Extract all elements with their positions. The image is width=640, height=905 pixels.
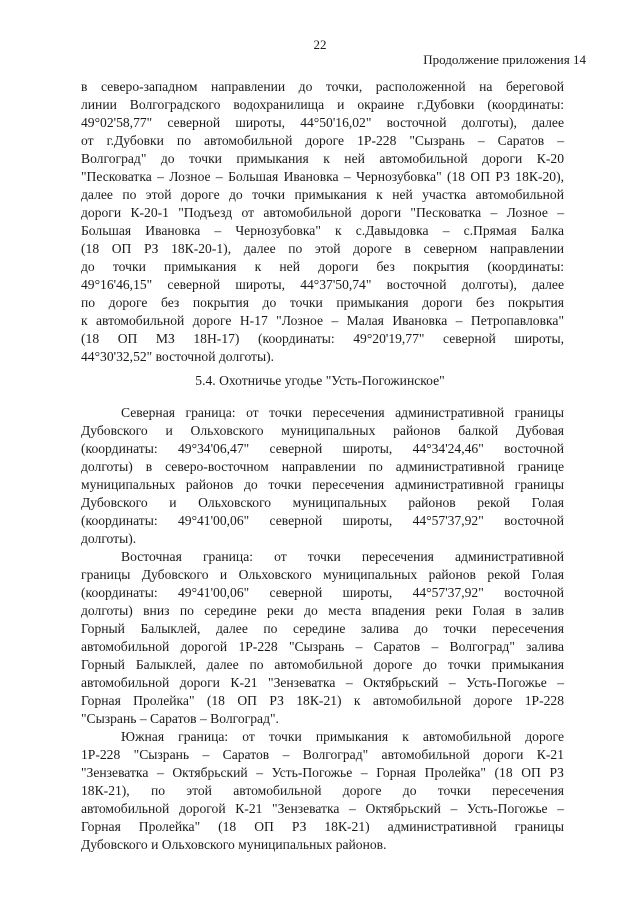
text-line: к автомобильной дороге Н-17 "Лозное – Малая Ивановка – Петропавловка" [81,313,564,328]
text-line: 18К-21), по этой автомобильной дороге до точки пересечения [81,783,564,798]
text-line: 44°30'32,52" восточной долготы). [81,349,275,364]
text-line: (18 ОП РЗ 18К-20-1), далее по этой дороге в северном направлении [81,241,564,256]
text-line: (18 ОП МЗ 18Н-17) (координаты: 49°20'19,77" северной широты, [81,331,564,346]
text-line: Северная граница: от точки пересечения административной границы [121,405,564,420]
text-line: Дубовского и Ольховского муниципальных районов рекой Голая [81,495,564,510]
text-line: Южная граница: от точки примыкания к автомобильной дороге [121,729,564,744]
text-line: Горная Пролейка" (18 ОП РЗ 18К-21) административной границы [81,819,564,834]
text-line: "Песковатка – Лозное – Большая Ивановка – Чернозубовка" (18 ОП РЗ 18К-20), [81,169,564,184]
text-line: долготы) в северо-восточном направлении по административной границе [81,459,564,474]
text-line: далее по этой дороге до точки примыкания к ней участка автомобильной [81,187,564,202]
text-line: Большая Ивановка – Чернозубовка" к с.Давыдовка – с.Прямая Балка [81,223,564,238]
text-line: Волгоград" до точки примыкания к ней автомобильной дороги К-20 [81,151,564,166]
text-line: (координаты: 49°34'06,47" северной широты, 44°34'24,46" восточной [81,441,564,456]
text-line: муниципальных районов до точки пересечения административной границы [81,477,564,492]
text-line: (координаты: 49°41'00,06" северной широты, 44°57'37,92" восточной [81,585,564,600]
text-line: 1Р-228 "Сызрань – Саратов – Волгоград" автомобильной дороги К-21 [81,747,564,762]
text-line: Горная Пролейка" (18 ОП РЗ 18К-21) к автомобильной дороге 1Р-228 [81,693,564,708]
section-heading: 5.4. Охотничье угодье "Усть-Погожинское" [195,373,445,388]
text-line: Горный Балыклей, далее по автомобильной дороге до точки примыкания [81,657,564,672]
text-line: "Сызрань – Саратов – Волгоград". [81,711,279,726]
text-line: от г.Дубовки по автомобильной дороге 1Р-228 "Сызрань – Саратов – [81,133,564,148]
text-line: (координаты: 49°41'00,06" северной широты, 44°57'37,92" восточной [81,513,564,528]
text-line: в северо-западном направлении до точки, расположенной на береговой [81,79,564,94]
page-number: 22 [313,37,327,52]
text-line: до точки примыкания к ней дороги без покрытия (координаты: [81,259,564,274]
text-line: "Зензеватка – Октябрьский – Усть-Погожье – Горная Пролейка" (18 ОП РЗ [81,765,564,780]
text-line: по дороге без покрытия до точки примыкания дороги без покрытия [81,295,564,310]
text-line: линии Волгоградского водохранилища и окраине г.Дубовки (координаты: [81,97,564,112]
appendix-continuation-label: Продолжение приложения 14 [423,52,586,67]
text-line: долготы) вниз по середине реки до места впадения реки Голая в залив [81,603,564,618]
text-line: Горный Балыклей, далее по середине залива до точки пересечения [81,621,564,636]
text-line: Восточная граница: от точки пересечения административной [121,549,564,564]
text-line: 49°02'58,77" северной широты, 44°50'16,02" восточной долготы), далее [81,115,564,130]
text-line: Дубовского и Ольховского муниципальных районов балкой Дубовая [81,423,564,438]
text-line: автомобильной дороги К-21 "Зензеватка – Октябрьский – Усть-Погожье – [81,675,564,690]
text-line: долготы). [81,531,137,546]
text-line: 49°16'46,15" северной широты, 44°37'50,74" восточной долготы), далее [81,277,564,292]
text-line: дороги К-20-1 "Подъезд от автомобильной дороги "Песковатка – Лозное – [81,205,564,220]
text-line: автомобильной дорогой 1Р-228 "Сызрань – Саратов – Волгоград" залива [81,639,564,654]
text-line: автомобильной дорогой К-21 "Зензеватка – Октябрьский – Усть-Погожье – [81,801,564,816]
text-line: границы Дубовского и Ольховского муниципальных районов рекой Голая [81,567,564,582]
text-line: Дубовского и Ольховского муниципальных районов. [81,837,387,852]
